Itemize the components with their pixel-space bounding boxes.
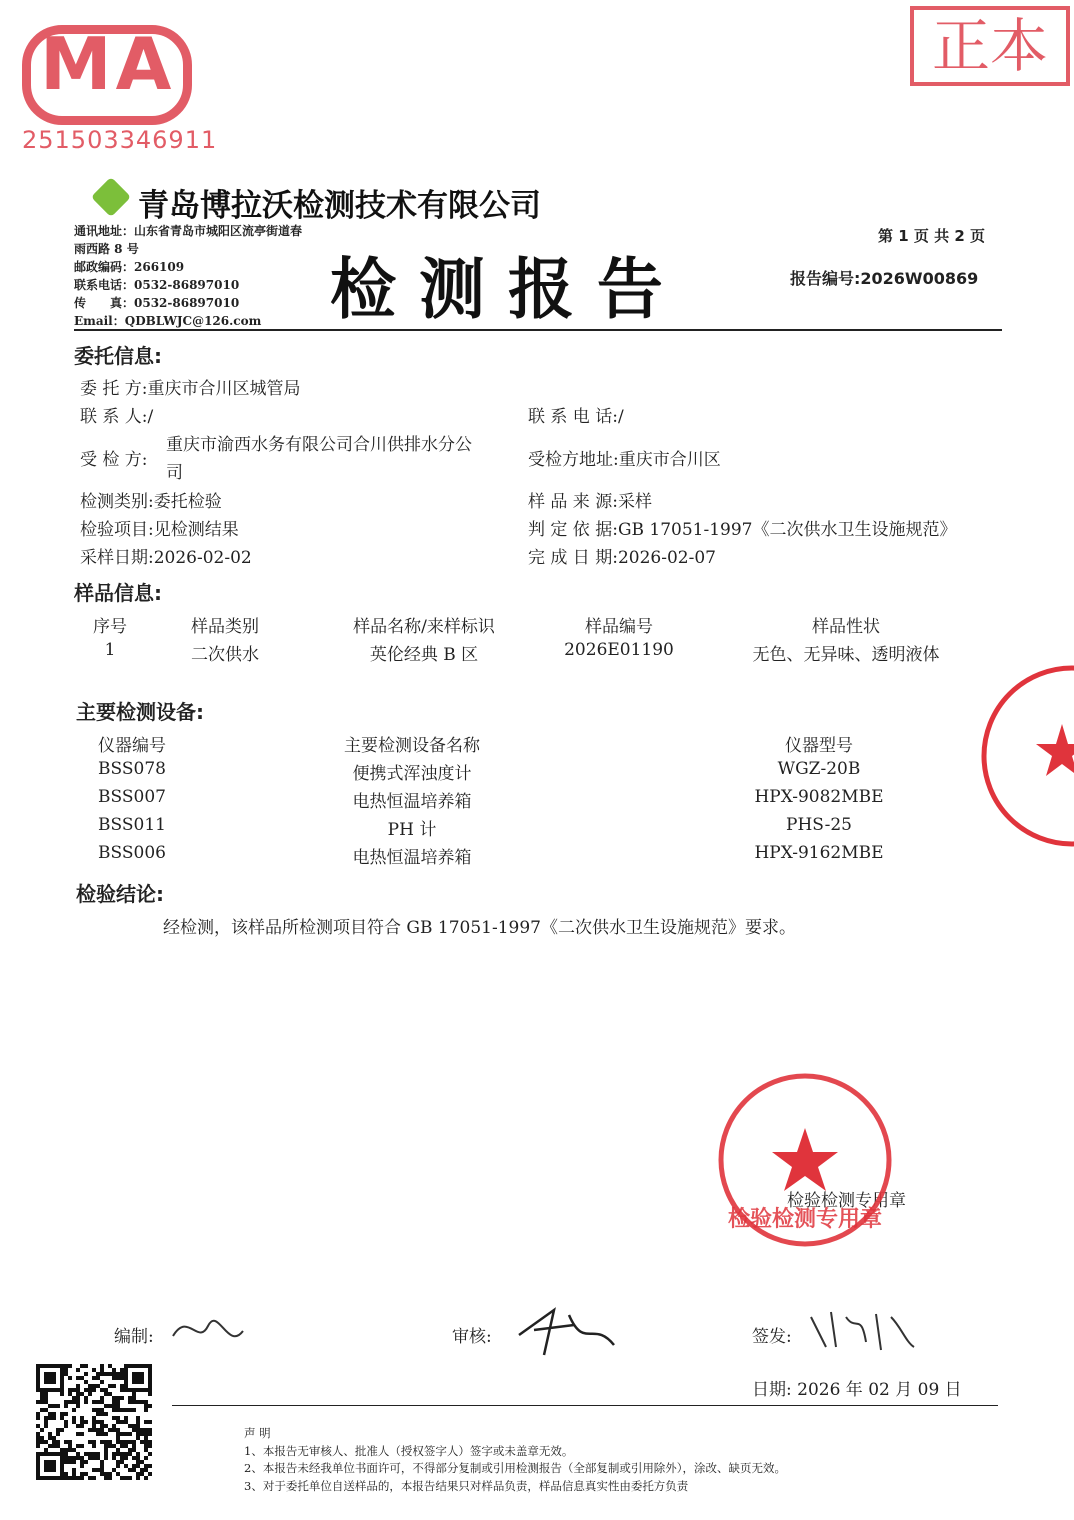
company-contact xyxy=(74,222,302,330)
page-info: 第 1 页 共 2 页 xyxy=(878,227,985,245)
email: Email：QDBLWJC@126.com xyxy=(74,314,262,328)
notes xyxy=(244,1425,786,1495)
column-header: 仪器编号 xyxy=(98,736,166,756)
table-cell: 便携式浑浊度计 xyxy=(352,764,472,784)
report-number: 报告编号:2026W00869 xyxy=(790,269,979,288)
standard: 判 定 依 据:GB 17051-1997《二次供水卫生设施规范》 xyxy=(528,520,957,540)
column-header: 样品性状 xyxy=(812,617,880,637)
company-name: 青岛博拉沃检测技术有限公司 xyxy=(138,188,541,224)
table-cell: BSS078 xyxy=(98,759,166,779)
table-cell: 电热恒温培养箱 xyxy=(352,792,472,812)
svg-text:检验检测专用章: 检验检测专用章 xyxy=(727,1207,883,1232)
prepared-signature xyxy=(168,1306,248,1356)
postcode: 邮政编码：266109 xyxy=(74,260,185,274)
contact-phone: 联 系 电 话:/ xyxy=(528,407,624,427)
column-header: 样品编号 xyxy=(585,617,653,637)
table-cell: 2026E01190 xyxy=(564,640,674,660)
note-item: 1、本报告无审核人、批准人（授权签字人）签字或未盖章无效。 xyxy=(244,1443,574,1458)
table-cell: PHS-25 xyxy=(786,815,852,835)
original-stamp: 正本 xyxy=(910,6,1070,86)
table-cell: 无色、无异味、透明液体 xyxy=(752,645,940,665)
client-heading: 委托信息: xyxy=(74,344,162,368)
table-cell: BSS011 xyxy=(98,815,166,835)
cma-logo-text: MA xyxy=(40,22,176,106)
table-cell: 电热恒温培养箱 xyxy=(352,848,472,868)
equipment-heading: 主要检测设备: xyxy=(76,700,204,724)
issue-date: 日期: 2026 年 02 月 09 日 xyxy=(752,1380,962,1400)
reviewed-signature xyxy=(514,1300,619,1360)
note-item: 3、对于委托单位自送样品的，本报告结果只对样品负责，样品信息真实性由委托方负责 xyxy=(244,1478,689,1493)
address-2: 雨西路 8 号 xyxy=(74,242,139,256)
contact: 联 系 人:/ xyxy=(80,407,154,427)
prepared-label: 编制: xyxy=(114,1327,154,1347)
header-divider xyxy=(74,329,1002,331)
fax: 传 真：0532-86897010 xyxy=(74,296,240,310)
sample-source: 样 品 来 源:采样 xyxy=(528,492,652,512)
note-item: 2、本报告未经我单位书面许可，不得部分复制或引用检测报告（全部复制或引用除外），涂改、缺页无效。 xyxy=(244,1461,787,1475)
table-cell: 1 xyxy=(104,640,116,660)
inspected-label: 受 检 方: xyxy=(80,450,148,470)
table-cell: HPX-9082MBE xyxy=(754,787,884,807)
table-cell: BSS006 xyxy=(98,843,166,863)
test-type: 检测类别:委托检验 xyxy=(80,492,222,512)
qr-code[interactable] xyxy=(36,1364,156,1484)
table-cell: HPX-9162MBE xyxy=(754,843,884,863)
reviewed-label: 审核: xyxy=(452,1327,492,1347)
table-cell: PH 计 xyxy=(387,820,437,840)
table-cell: 二次供水 xyxy=(191,645,259,665)
table-cell: BSS007 xyxy=(98,787,166,807)
phone: 联系电话：0532-86897010 xyxy=(74,278,240,292)
approved-signature xyxy=(806,1302,918,1357)
report-title: 检 测 报 告 xyxy=(330,251,663,328)
client: 委 托 方:重庆市合川区城管局 xyxy=(80,379,301,399)
cma-number: 251503346911 xyxy=(22,126,218,154)
inspected-party-2: 司 xyxy=(166,463,183,483)
column-header: 样品类别 xyxy=(191,617,259,637)
conclusion-heading: 检验结论: xyxy=(76,882,164,906)
completion-date: 完 成 日 期:2026-02-07 xyxy=(528,548,716,568)
table-cell: 英伦经典 B 区 xyxy=(369,645,479,665)
footer-divider xyxy=(172,1405,998,1406)
sampling-date: 采样日期:2026-02-02 xyxy=(80,548,252,568)
company-logo-icon xyxy=(91,177,131,217)
column-header: 序号 xyxy=(93,617,127,637)
column-header: 仪器型号 xyxy=(785,736,853,756)
test-items: 检验项目:见检测结果 xyxy=(80,520,239,540)
table-cell: WGZ-20B xyxy=(777,759,861,779)
column-header: 主要检测设备名称 xyxy=(344,736,480,756)
company-seal xyxy=(716,1066,894,1254)
approved-label: 签发: xyxy=(752,1327,792,1347)
notes-heading: 声 明 xyxy=(244,1426,271,1440)
inspected-party: 重庆市渝西水务有限公司合川供排水分公 xyxy=(166,435,472,455)
column-header: 样品名称/来样标识 xyxy=(353,617,495,637)
sample-heading: 样品信息: xyxy=(74,581,162,605)
address: 通讯地址：山东省青岛市城阳区流亭街道春 xyxy=(74,224,303,238)
seal-caption: 检验检测专用章 xyxy=(787,1191,906,1211)
inspected-address: 受检方地址:重庆市合川区 xyxy=(528,450,721,470)
side-seal xyxy=(978,662,1074,850)
conclusion-text: 经检测，该样品所检测项目符合 GB 17051-1997《二次供水卫生设施规范》要求。 xyxy=(163,918,796,938)
